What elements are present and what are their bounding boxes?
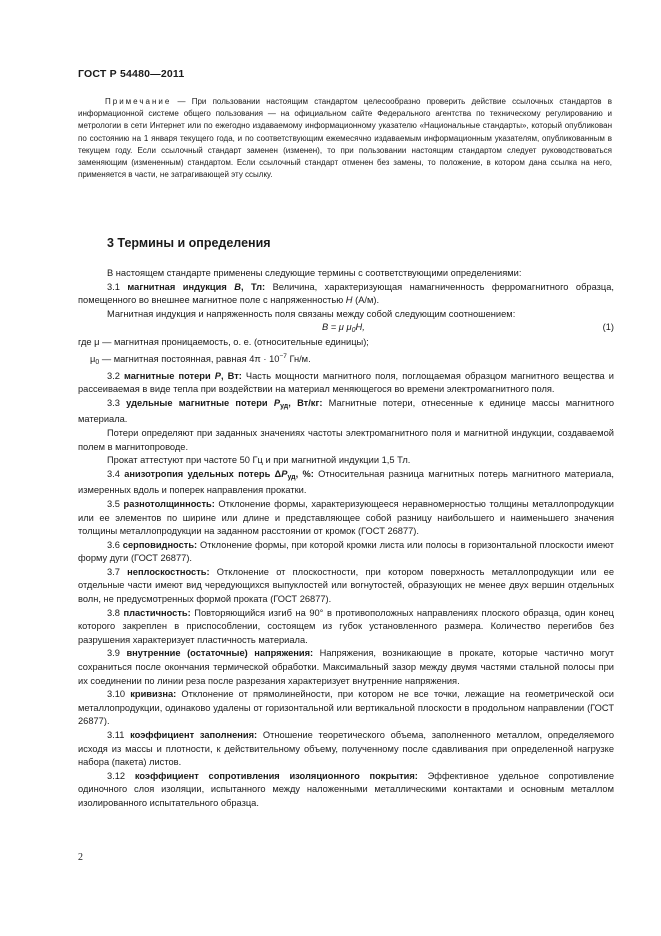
where-block [78,336,614,369]
document-header: ГОСТ Р 54480—2011 [78,68,185,80]
term-3-3 [78,397,614,427]
where-tail: Гн/м. [286,353,311,364]
term-definition: Отклонение формы, характеризующееся неравномерностью толщины металлопродукции или ее элементов по ширине или длине и представляющее собой разницу наибольшего и наименьшего значения толщины металлопродукции на заданном расстоянии от кромок (ГОСТ 26877). [78,498,614,537]
where-text-2: — магнитная постоянная, равная 4π · 10 [99,353,280,364]
term-3-12 [78,770,614,811]
relation-paragraph: Магнитная индукция и напряженность поля связаны между собой следующим соотношением: [107,308,516,319]
term-name: коэффициент сопротивления изоляционного покрытия: [134,770,418,781]
term-name: коэффициент заполнения: [130,730,258,740]
term-definition: Магнитные потери, отнесенные к единице массы магнитного материала. [78,397,614,425]
term-definition-tail: (А/м). [352,295,380,306]
term-name: анизотропия удельных потерь Δ [124,468,282,479]
section-title: 3 Термины и определения [107,236,271,250]
intro-paragraph: В настоящем стандарте применены следующие термины с соответствующими определениями: [107,268,522,278]
term-number: 3.8 [107,607,124,618]
term-number: 3.7 [107,566,128,577]
where-prefix: где μ [78,337,100,348]
term-number: 3.11 [107,730,131,740]
term-3-6 [78,539,614,566]
term-unit: , Вт/кг: [288,397,323,408]
term-definition: Величина, характеризующая намагниченность ферромагнитного образца, помещенного во внешнее магнитное поле с напряженностью [78,281,614,306]
term-3-8 [78,607,614,648]
section-body [78,267,614,811]
term-3-4 [78,468,614,498]
term-name: магнитные потери [124,370,215,381]
formula [322,321,365,338]
term-3-1 [78,281,614,308]
term-name: неплоскостность: [127,566,210,577]
term-symbol: B [234,281,241,292]
term-unit: , Вт: [220,370,242,381]
term-symbol-sub: уд [287,473,296,481]
where-text-1: — магнитная проницаемость, о. е. (относительные единицы); [99,337,369,348]
formula-main: B = μ μ [322,322,352,333]
term-number: 3.6 [107,539,123,550]
term-3-2 [78,370,614,397]
term-definition: Относительная разница магнитных потерь магнитного материала, измеренных вдоль и поперек направления прокатки. [78,468,614,496]
where-mu-symbol: μ [90,353,96,364]
term-number: 3.10 [107,689,131,700]
term-3-11 [78,729,614,770]
note-label: Примечание [105,97,172,106]
term-symbol-sub: уд [280,402,289,410]
term-definition: Отклонение формы, при которой кромки листа или полосы в горизонтальной плоскости имеют форму дуги (ГОСТ 26877). [78,539,614,564]
term-name: магнитная индукция [127,281,235,292]
formula-sub: 0 [351,327,356,335]
term-unit: , %: [295,468,314,479]
term-3-7 [78,566,614,607]
term-number: 3.12 [107,770,135,781]
term-definition: Повторяющийся изгиб на 90° в противоположных направлениях плоского образца, один конец которого закреплен в приспособлении, состоящем из губок установленного размера. Количество перегибов без разрушения характеризует пластичность материала. [78,607,614,645]
formula-row [78,321,614,336]
term-3-5 [78,498,614,539]
where-exponent: −7 [279,352,287,360]
term-number: 3.9 [107,648,127,659]
paragraph-3-3-a: Потери определяют при заданных значениях частоты электромагнитного поля и магнитной индукции, создаваемой полем в магнитопроводе. [78,427,614,452]
formula-number: (1) [602,322,614,333]
term-symbol: P [214,370,221,381]
term-name: внутренние (остаточные) напряжения: [126,648,314,659]
term-symbol-h: H [345,295,353,306]
term-name: серповидность: [122,539,198,550]
where-mu-sub: 0 [95,358,100,366]
term-definition: Отношение теоретического объема, заполненного металлом, определяемого исходя из массы и плотности, к действительному объему, полученному после сдавливания при определенной нагрузке набора (пакета) листов. [78,730,614,768]
term-name: удельные магнитные потери [126,397,274,408]
term-symbol: P [281,468,288,479]
term-definition: Напряжения, возникающие в прокате, которые частично могут сохраниться после окончания термической обработки. Максимальный зазор между двумя частями стальной полосы при их соединении по линии реза после разрезания характеризует внутренние напряжения. [78,648,614,686]
where-line-1 [78,336,614,350]
note-text: — При пользовании настоящим стандартом целесообразно проверить действие ссылочных стандартов в информационной системе общего пользования — на официальном сайте Федерального агентства по техническому регулированию и метрологии в сети Интернет или по ежегодно издаваемому информационному указателю «Национальные стандарты», который опубликован по состоянию на 1 января текущего года, и по соответствующим ежемесячно издаваемым информационным указателям, опубликованным в текущем году. Если ссылочный стандарт заменен (изменен), то при пользовании настоящим стандартом следует руководствоваться заменяющим (измененным) стандартом. Если ссылочный стандарт отменен без замены, то положение, в котором дана ссылка на него, применяется в части, не затрагивающей эту ссылку. [78,97,612,180]
term-name: кривизна: [130,689,177,700]
term-3-10 [78,688,614,729]
paragraph-3-3-b: Прокат аттестуют при частоте 50 Гц и при магнитной индукции 1,5 Тл. [107,455,411,466]
term-name: пластичность: [123,607,191,618]
term-number: 3.5 [107,498,124,509]
term-number: 3.2 [107,370,124,381]
term-number: 3.3 [107,397,127,408]
page-number: 2 [78,852,83,863]
term-3-9 [78,647,614,688]
term-unit: , Тл: [240,281,266,292]
term-number: 3.1 [107,281,128,292]
where-line-2 [78,350,614,370]
term-symbol: P [273,397,281,408]
formula-end: H, [355,322,365,333]
term-definition: Отклонение от плоскостности, при котором поверхность металлопродукции или ее отдельные части имеют вид чередующихся выпуклостей или вогнутостей, образующих не менее двух вершин отдельных волн, не предусмотренных формой проката (ГОСТ 26877). [78,566,615,605]
term-name: разнотолщинность: [123,498,215,509]
note-block [78,96,612,181]
term-number: 3.4 [107,468,125,479]
term-definition: Отклонение от прямолинейности, при котором не все точки, лежащие на геометрической оси металлопродукции, одинаково удалены от горизонтальной или вертикальной плоскости в продольном направлении (ГОСТ 26877). [78,689,614,727]
term-definition: Часть мощности магнитного поля, поглощаемая образцом магнитного вещества и рассеиваемая в виде тепла при воздействии на материал меняющегося во времени электромагнитного поля. [78,370,614,395]
term-definition: Эффективное удельное сопротивление одиночного слоя изоляции, испытанного между наложенными металлическими контактами и основным металлом изолированного испытательного образца. [78,770,615,808]
